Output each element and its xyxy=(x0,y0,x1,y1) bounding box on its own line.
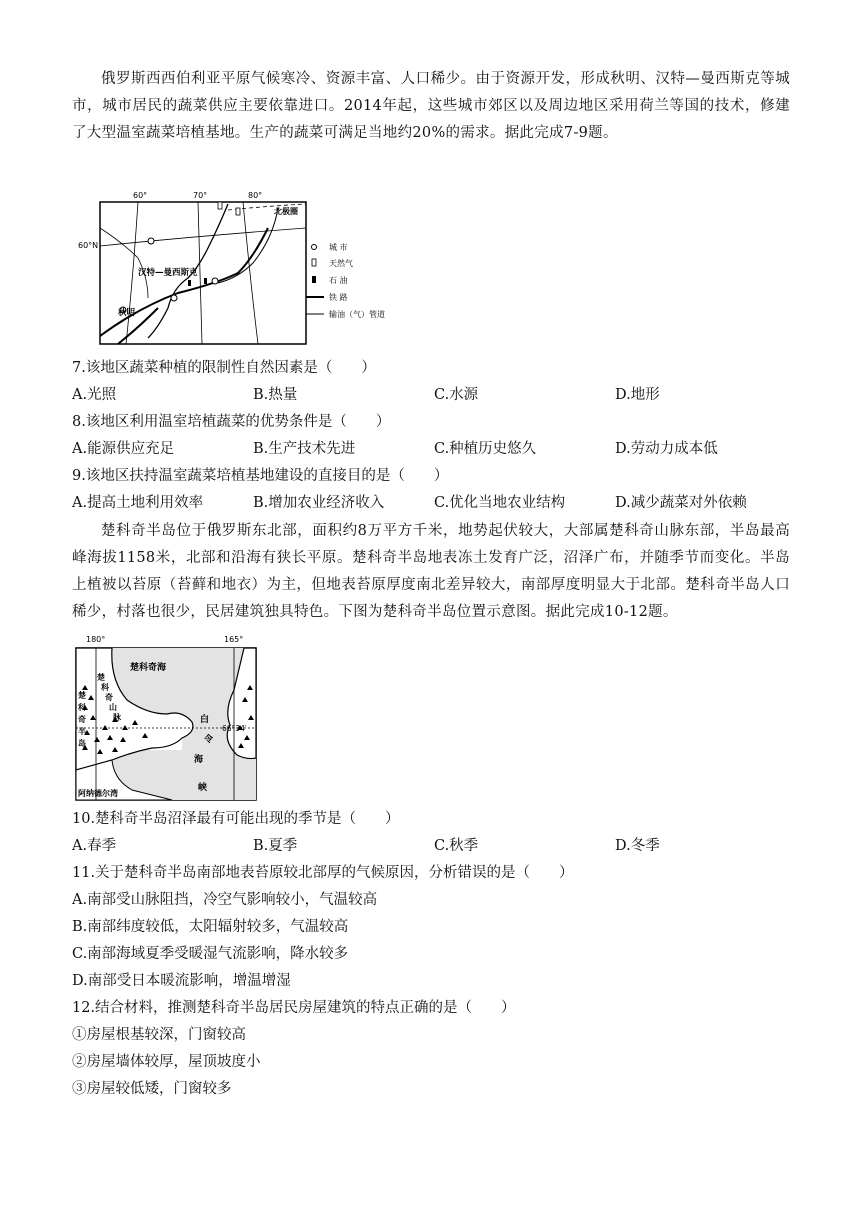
question-8-option-d[interactable]: D.劳动力成本低 xyxy=(615,441,718,457)
question-12-choice-2[interactable]: ②房屋墙体较厚，屋顶坡度小 xyxy=(72,1054,261,1070)
question-10-option-a[interactable]: A.春季 xyxy=(72,838,117,854)
question-7-option-a[interactable]: A.光照 xyxy=(72,387,117,403)
lon-label: 60° xyxy=(133,191,148,200)
question-8-stem: 8.该地区利用温室培植蔬菜的优势条件是（ ） xyxy=(72,414,391,430)
question-9-option-d[interactable]: D.减少蔬菜对外依赖 xyxy=(615,495,747,511)
bering-strait-label: 白 令 海 峡 xyxy=(194,715,214,793)
question-10-option-c[interactable]: C.秋季 xyxy=(434,838,479,854)
lat-label: 66°34′ xyxy=(222,724,247,733)
question-7-stem: 7.该地区蔬菜种植的限制性自然因素是（ ） xyxy=(72,360,376,376)
question-11-stem: 11.关于楚科奇半岛南部地表苔原较北部厚的气候原因，分析错误的是（ ） xyxy=(72,865,574,881)
mountains-label: 楚 科 奇 山 脉 xyxy=(97,673,121,722)
lon-label: 180° xyxy=(86,635,106,644)
arctic-circle-label: 北极圈 xyxy=(274,207,298,216)
map-west-siberia xyxy=(78,188,418,348)
question-12-stem: 12.结合材料，推测楚科奇半岛居民房屋建筑的特点正确的是（ ） xyxy=(72,1000,516,1016)
question-11-option-b[interactable]: B.南部纬度较低，太阳辐射较多，气温较高 xyxy=(72,919,349,935)
question-10-option-b[interactable]: B.夏季 xyxy=(253,838,298,854)
gulf-anadyr-label: 阿纳德尔湾 xyxy=(78,789,118,798)
question-8-option-a[interactable]: A.能源供应充足 xyxy=(72,441,175,457)
question-11-option-d[interactable]: D.南部受日本暖流影响，增温增湿 xyxy=(72,973,291,989)
question-8-option-b[interactable]: B.生产技术先进 xyxy=(253,441,356,457)
question-11-option-c[interactable]: C.南部海域夏季受暖湿气流影响，降水较多 xyxy=(72,946,349,962)
question-7-option-c[interactable]: C.水源 xyxy=(434,387,479,403)
chukchi-sea-label: 楚科奇海 xyxy=(130,663,167,673)
lon-label: 165° xyxy=(224,635,244,644)
lat-label: 60°N xyxy=(78,241,99,250)
passage-2: 楚科奇半岛位于俄罗斯东北部，面积约8万平方千米，地势起伏较大，大部属楚科奇山脉东部，半岛最高峰海拔1158米，北部和沿海有狭长平原。楚科奇半岛地表冻土发育广泛，沼泽广布，并随季节而变化。半岛上植被以苔原（苔藓和地衣）为主，但地表苔原厚度南北差异较大，南部厚度明显大于北部。楚科奇半岛人口稀少，村落也很少，民居建筑独具特色。下图为楚科奇半岛位置示意图。据此完成10-12题。 xyxy=(72,523,790,620)
question-7-option-b[interactable]: B.热量 xyxy=(253,387,298,403)
peninsula-label: 楚 科 奇 半 岛 xyxy=(78,691,86,748)
svg-text:石 油: 石 油 xyxy=(329,276,348,285)
question-10-stem: 10.楚科奇半岛沼泽最有可能出现的季节是（ ） xyxy=(72,811,400,827)
question-9-stem: 9.该地区扶持温室蔬菜培植基地建设的直接目的是（ ） xyxy=(72,468,449,484)
question-8-option-c[interactable]: C.种植历史悠久 xyxy=(434,441,537,457)
passage-1: 俄罗斯西西伯利亚平原气候寒冷、资源丰富、人口稀少。由于资源开发，形成秋明、汉特—曼西斯克等城市，城市居民的蔬菜供应主要依靠进口。2014年起，这些城市郊区以及周边地区采用荷兰等国的技术，修建了大型温室蔬菜培植基地。生产的蔬菜可满足当地约20%的需求。据此完成7-9题。 xyxy=(72,71,790,141)
lon-label: 80° xyxy=(248,191,263,200)
question-12-choice-1[interactable]: ①房屋根基较深，门窗较高 xyxy=(72,1027,246,1043)
city-label-hanty: 汉特—曼西斯克 xyxy=(138,268,198,278)
map-legend xyxy=(306,242,385,319)
question-9-option-c[interactable]: C.优化当地农业结构 xyxy=(434,495,566,511)
question-10-option-d[interactable]: D.冬季 xyxy=(615,838,660,854)
svg-text:铁 路: 铁 路 xyxy=(329,293,348,302)
question-9-option-b[interactable]: B.增加农业经济收入 xyxy=(253,495,385,511)
city-label-tyumen: 秋明 xyxy=(118,308,136,318)
svg-text:天然气: 天然气 xyxy=(329,259,353,268)
map-chukotka xyxy=(72,630,262,802)
lon-label: 70° xyxy=(193,191,208,200)
svg-text:输油（气）管道: 输油（气）管道 xyxy=(329,310,385,319)
question-12-choice-3[interactable]: ③房屋较低矮，门窗较多 xyxy=(72,1081,232,1097)
svg-text:城 市: 城 市 xyxy=(329,243,348,252)
question-9-option-a[interactable]: A.提高土地利用效率 xyxy=(72,495,204,511)
question-7-option-d[interactable]: D.地形 xyxy=(615,387,660,403)
question-11-option-a[interactable]: A.南部受山脉阻挡，冷空气影响较小，气温较高 xyxy=(72,892,378,908)
